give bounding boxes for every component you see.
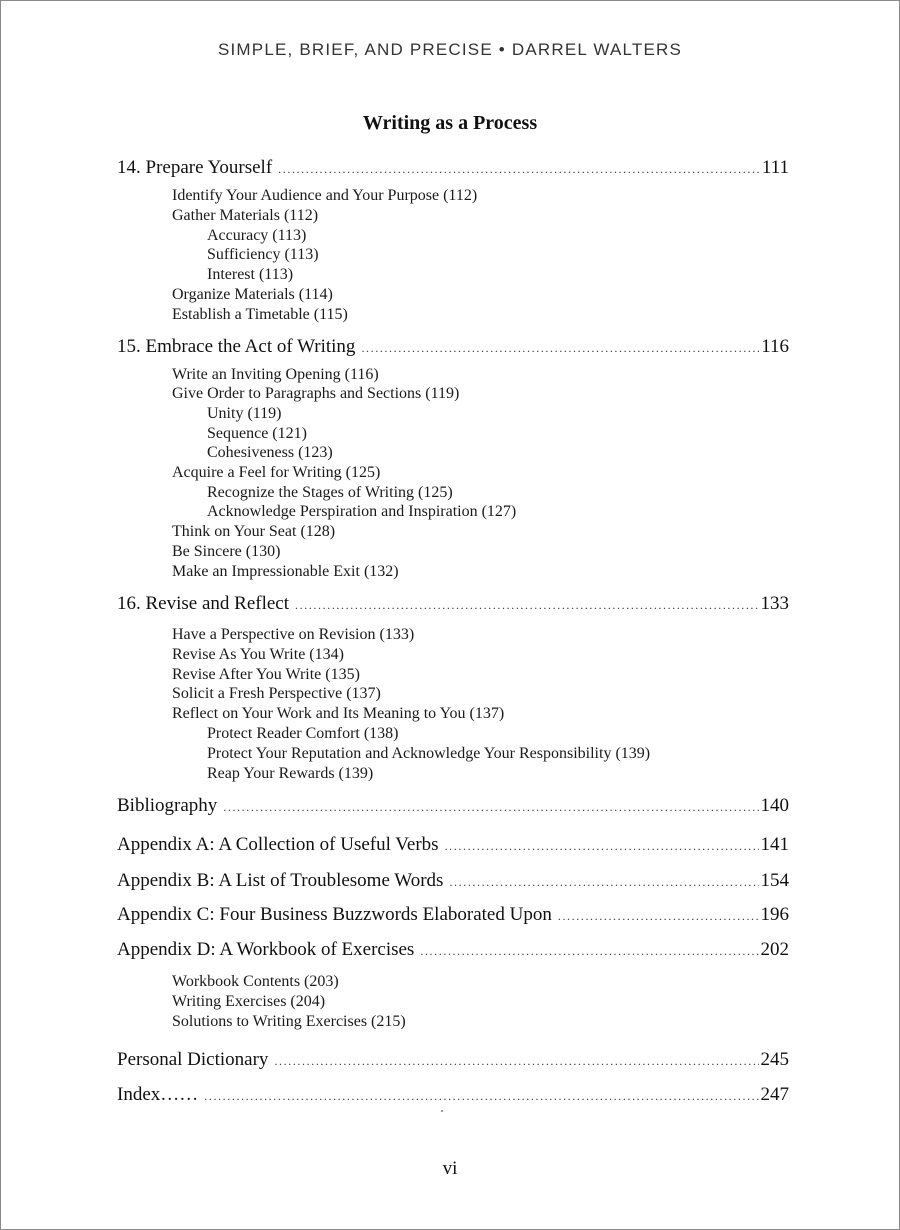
toc-entry-page: 111 <box>761 157 789 178</box>
toc-subentry[interactable]: Interest (113) <box>207 266 294 283</box>
dot-leader <box>278 162 760 177</box>
toc-subentry[interactable]: Give Order to Paragraphs and Sections (119) <box>172 385 460 402</box>
toc-subentry[interactable]: Writing Exercises (204) <box>172 993 326 1010</box>
toc-subentry[interactable]: Establish a Timetable (115) <box>172 306 348 323</box>
toc-entry-index[interactable] <box>117 1084 789 1110</box>
toc-entry-chapter-14[interactable] <box>117 157 789 183</box>
toc-entry-page: 247 <box>760 1084 789 1105</box>
toc-subentry[interactable]: Organize Materials (114) <box>172 286 333 303</box>
toc-entry-title: Appendix B: A List of Troublesome Words <box>117 870 444 891</box>
toc-entry-chapter-16[interactable] <box>117 593 789 619</box>
dot-leader <box>445 839 759 854</box>
toc-entry-title: Bibliography <box>117 795 218 816</box>
toc-subentry[interactable]: Acknowledge Perspiration and Inspiration (127) <box>207 503 517 520</box>
toc-entry-page: 116 <box>761 336 789 357</box>
toc-subentry[interactable]: Reflect on Your Work and Its Meaning to You (137) <box>172 705 505 722</box>
toc-subentry[interactable]: Gather Materials (112) <box>172 207 319 224</box>
toc-subentry[interactable]: Solicit a Fresh Perspective (137) <box>172 685 381 702</box>
toc-subentry[interactable]: Have a Perspective on Revision (133) <box>172 626 415 643</box>
toc-subentry[interactable]: Accuracy (113) <box>207 227 307 244</box>
toc-entry-page: 202 <box>760 939 789 960</box>
dot-leader <box>295 598 758 613</box>
toc-subentry[interactable]: Recognize the Stages of Writing (125) <box>207 484 453 501</box>
toc-subentry[interactable]: Be Sincere (130) <box>172 543 281 560</box>
dot-leader <box>204 1089 758 1104</box>
toc-entry-title: Index…… <box>117 1084 199 1105</box>
toc-subentry[interactable]: Workbook Contents (203) <box>172 973 339 990</box>
toc-entry-title: 16. Revise and Reflect <box>117 593 290 614</box>
toc-entry-title: 14. Prepare Yourself <box>117 157 273 178</box>
toc-entry-appendix-b[interactable] <box>117 870 789 896</box>
section-title: Writing as a Process <box>362 112 538 134</box>
running-head: SIMPLE, BRIEF, AND PRECISE • DARREL WALTERS <box>217 40 683 59</box>
toc-subentry[interactable]: Revise After You Write (135) <box>172 666 360 683</box>
dot-leader <box>558 909 759 924</box>
toc-entry-page: 154 <box>760 870 789 891</box>
toc-entry-page: 141 <box>760 834 789 855</box>
toc-entry-personal-dictionary[interactable] <box>117 1049 789 1075</box>
toc-entry-title: Appendix D: A Workbook of Exercises <box>117 939 415 960</box>
toc-entry-page: 140 <box>760 795 789 816</box>
toc-subentry[interactable]: Sufficiency (113) <box>207 246 319 263</box>
toc-subentry[interactable]: Sequence (121) <box>207 425 307 442</box>
toc-entry-page: 245 <box>760 1049 789 1070</box>
toc-subentry[interactable]: Solutions to Writing Exercises (215) <box>172 1013 406 1030</box>
toc-subentry[interactable]: Revise As You Write (134) <box>172 646 344 663</box>
scan-speck <box>441 1110 443 1112</box>
toc-entry-appendix-a[interactable] <box>117 834 789 860</box>
page-number: vi <box>442 1158 458 1179</box>
toc-subentry[interactable]: Write an Inviting Opening (116) <box>172 366 379 383</box>
toc-subentry[interactable]: Make an Impressionable Exit (132) <box>172 563 399 580</box>
toc-subentry[interactable]: Cohesiveness (123) <box>207 444 333 461</box>
toc-entry-title: Appendix A: A Collection of Useful Verbs <box>117 834 439 855</box>
toc-entry-title: Appendix C: Four Business Buzzwords Elaborated Upon <box>117 904 552 925</box>
toc-subentry[interactable]: Protect Your Reputation and Acknowledge Your Responsibility (139) <box>207 745 651 762</box>
toc-entry-appendix-c[interactable] <box>117 904 789 930</box>
toc-subentry[interactable]: Unity (119) <box>207 405 282 422</box>
toc-subentry[interactable]: Acquire a Feel for Writing (125) <box>172 464 381 481</box>
toc-subentry[interactable]: Reap Your Rewards (139) <box>207 765 374 782</box>
dot-leader <box>223 800 758 815</box>
toc-entry-title: Personal Dictionary <box>117 1049 269 1070</box>
toc-entry-page: 133 <box>760 593 789 614</box>
dot-leader <box>449 875 758 890</box>
dot-leader <box>361 341 759 356</box>
toc-subentry[interactable]: Think on Your Seat (128) <box>172 523 336 540</box>
toc-entry-title: 15. Embrace the Act of Writing <box>117 336 356 357</box>
dot-leader <box>274 1054 758 1069</box>
toc-entry-page: 196 <box>760 904 789 925</box>
dot-leader <box>420 944 758 959</box>
toc-entry-chapter-15[interactable] <box>117 336 789 362</box>
toc-subentry[interactable]: Identify Your Audience and Your Purpose (112) <box>172 187 478 204</box>
toc-subentry[interactable]: Protect Reader Comfort (138) <box>207 725 399 742</box>
toc-entry-appendix-d[interactable] <box>117 939 789 965</box>
toc-entry-bibliography[interactable] <box>117 795 789 821</box>
